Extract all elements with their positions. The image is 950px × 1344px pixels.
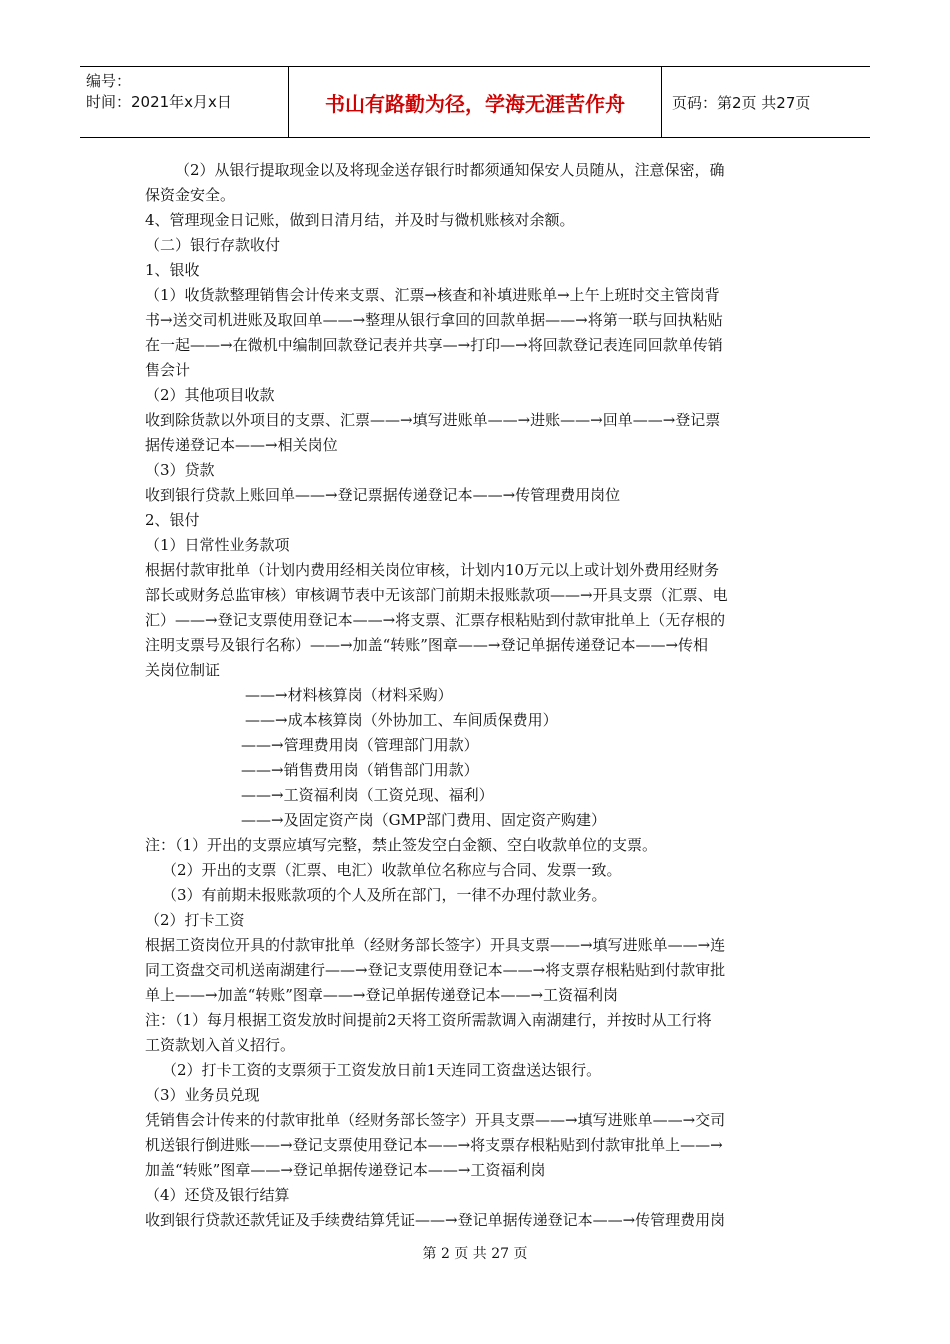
- text-line: 同工资盘交司机送南湖建行——→登记支票使用登记本——→将支票存根粘贴到付款审批: [145, 961, 726, 979]
- item-heading: （2）其他项目收款: [145, 386, 275, 404]
- note-line: （2）开出的支票（汇票、电汇）收款单位名称应与合同、发票一致。: [162, 861, 622, 879]
- text-line: 收到银行贷款还款凭证及手续费结算凭证——→登记单据传递登记本——→传管理费用岗: [145, 1211, 726, 1229]
- item-heading: （3）业务员兑现: [145, 1086, 260, 1104]
- page-footer: 第 2 页 共 27 页: [422, 1246, 528, 1262]
- text-line: 保资金安全。: [145, 186, 236, 204]
- text-line: 关岗位制证: [145, 661, 221, 679]
- flow-branch: ——→销售费用岗（销售部门用款）: [241, 761, 479, 779]
- note-line: 注：（1）每月根据工资发放时间提前2天将工资所需款调入南湖建行，并按时从工行将: [145, 1011, 712, 1029]
- text-line: 部长或财务总监审核）审核调节表中无该部门前期未报账款项——→开具支票（汇票、电: [145, 586, 728, 604]
- text-line: 据传递登记本——→相关岗位: [145, 436, 338, 454]
- text-line: 收到除货款以外项目的支票、汇票——→填写进账单——→进账——→回单——→登记票: [145, 411, 721, 429]
- text-line: 在一起——→在微机中编制回款登记表并共享—→打印—→将回款登记表连同回款单传销: [145, 336, 723, 354]
- item-heading: （3）贷款: [145, 461, 215, 479]
- header-page-code: 页码：第2页 共27页: [672, 93, 811, 112]
- text-line: 注明支票号及银行名称）——→加盖“转账”图章——→登记单据传递登记本——→传相: [145, 636, 709, 654]
- note-line: （2）打卡工资的支票须于工资发放日前1天连同工资盘送达银行。: [162, 1061, 602, 1079]
- header-meta: [80, 67, 288, 137]
- text-line: 汇）——→登记支票使用登记本——→将支票、汇票存根粘贴到付款审批单上（无存根的: [145, 611, 726, 629]
- note-line: （3）有前期未报账款项的个人及所在部门，一律不办理付款业务。: [162, 886, 607, 904]
- page-header: [80, 66, 870, 138]
- serial-label: 编号：: [86, 72, 132, 90]
- flow-branch: ——→管理费用岗（管理部门用款）: [241, 736, 479, 754]
- flow-branch: ——→材料核算岗（材料采购）: [245, 686, 453, 704]
- flow-branch: ——→工资福利岗（工资兑现、福利）: [241, 786, 494, 804]
- flow-branch: ——→及固定资产岗（GMP部门费用、固定资产购建）: [241, 811, 607, 829]
- text-line: 凭销售会计传来的付款审批单（经财务部长签字）开具支票——→填写进账单——→交司: [145, 1111, 726, 1129]
- text-line: 收到银行贷款上账回单——→登记票据传递登记本——→传管理费用岗位: [145, 486, 621, 504]
- text-line: 机送银行倒进账——→登记支票使用登记本——→将支票存根粘贴到付款审批单上——→: [145, 1136, 723, 1154]
- text-line: 根据工资岗位开具的付款审批单（经财务部长签字）开具支票——→填写进账单——→连: [145, 936, 726, 954]
- note-line: 工资款划入首义招行。: [145, 1036, 296, 1054]
- note-line: 注：（1）开出的支票应填写完整，禁止签发空白金额、空白收款单位的支票。: [145, 836, 658, 854]
- item-heading: （1）日常性业务款项: [145, 536, 290, 554]
- text-line: 单上——→加盖“转账”图章——→登记单据传递登记本——→工资福利岗: [145, 986, 619, 1004]
- text-line: 根据付款审批单（计划内费用经相关岗位审核，计划内10万元以上或计划外费用经财务: [145, 561, 720, 579]
- text-line: （2）从银行提取现金以及将现金送存银行时都须通知保安人员随从，注意保密，确: [175, 161, 725, 179]
- subsection-heading: 2、银付: [145, 511, 200, 529]
- text-line: 售会计: [145, 361, 191, 379]
- flow-branch: ——→成本核算岗（外协加工、车间质保费用）: [245, 711, 558, 729]
- text-line: 4、管理现金日记账，做到日清月结，并及时与微机账核对余额。: [145, 211, 575, 229]
- text-line: 书→送交司机进账及取回单——→整理从银行拿回的回款单据——→将第一联与回执粘贴: [145, 311, 723, 329]
- text-line: （1）收货款整理销售会计传来支票、汇票→核查和补填进账单→上午上班时交主管岗背: [145, 286, 720, 304]
- header-motto: 书山有路勤为径，学海无涯苦作舟: [288, 67, 662, 137]
- time-label: 时间：2021年x月x日: [86, 93, 232, 111]
- subsection-heading: 1、银收: [145, 261, 200, 279]
- item-heading: （4）还贷及银行结算: [145, 1186, 290, 1204]
- section-heading: （二）银行存款收付: [145, 236, 281, 254]
- item-heading: （2）打卡工资: [145, 911, 245, 929]
- text-line: 加盖“转账”图章——→登记单据传递登记本——→工资福利岗: [145, 1161, 546, 1179]
- document-body: [145, 158, 805, 1233]
